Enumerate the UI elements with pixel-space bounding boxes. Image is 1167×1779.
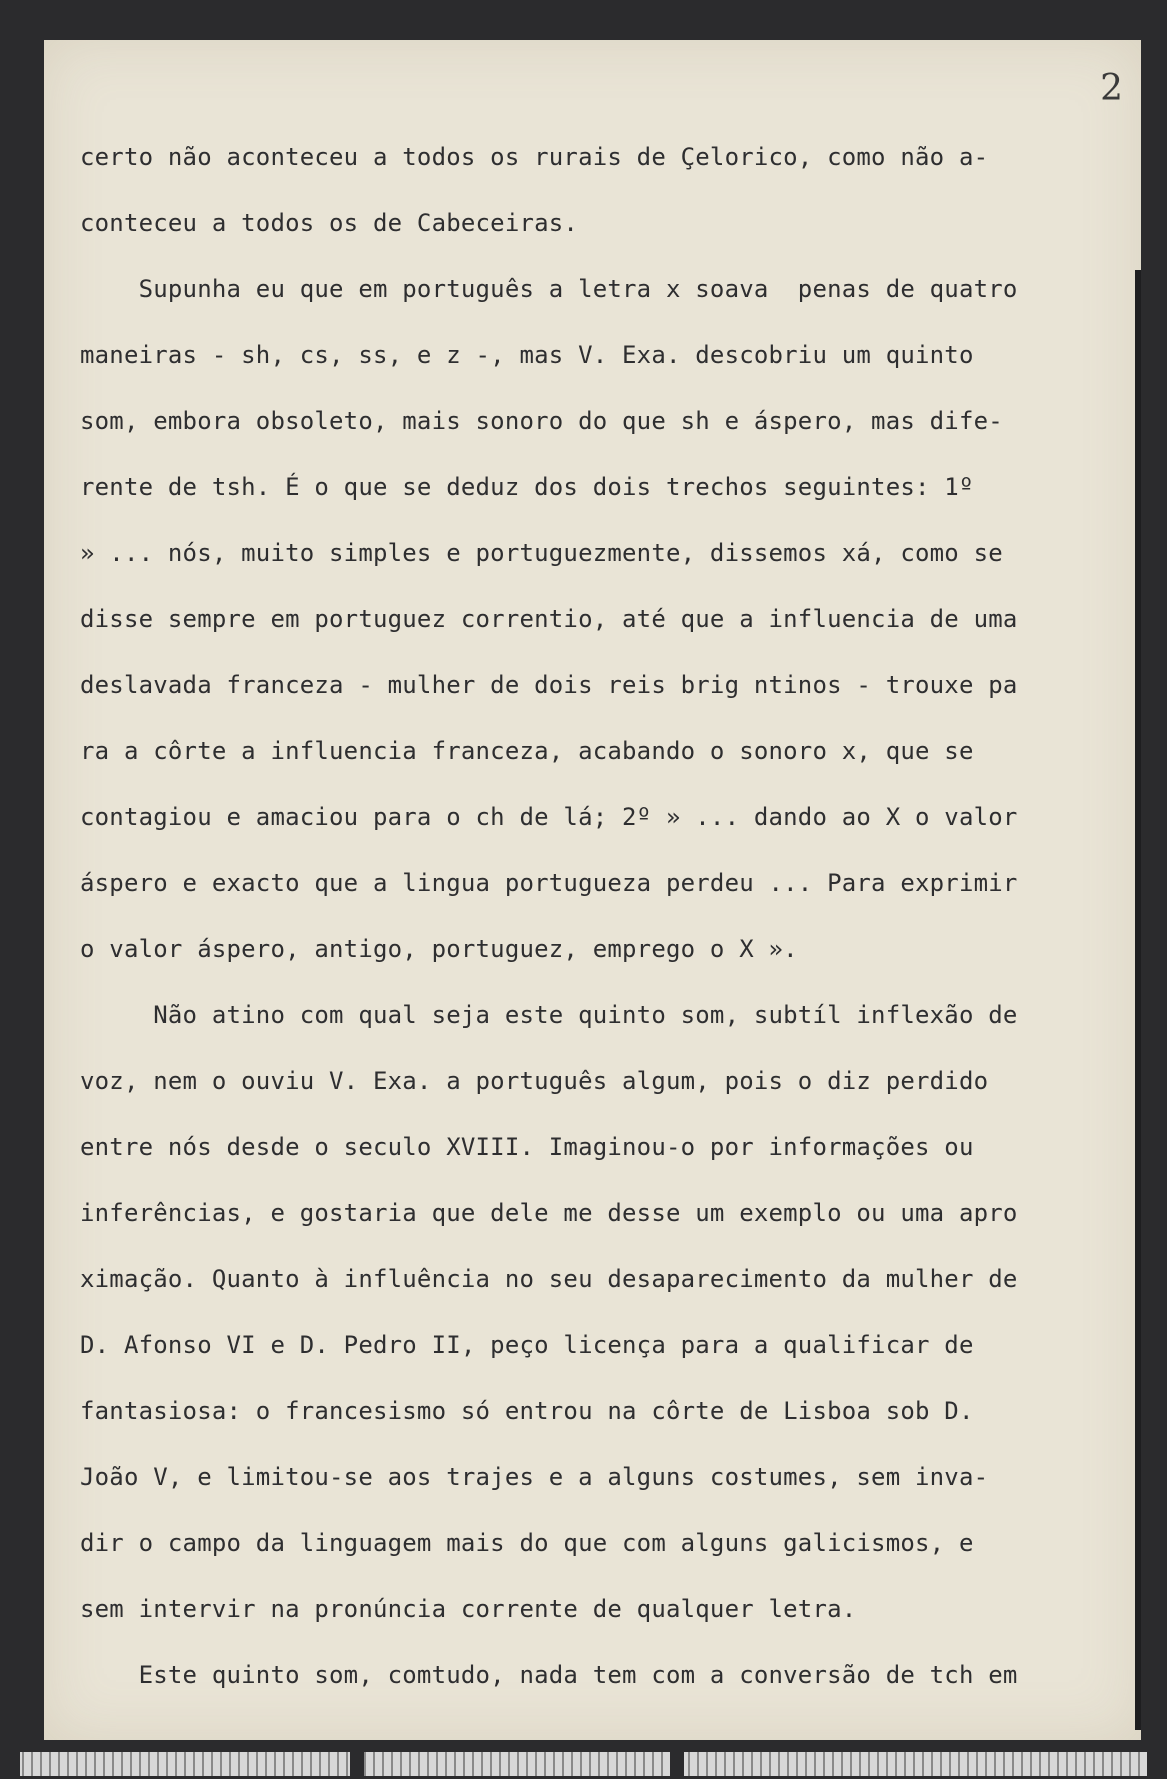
text-line: entre nós desde o seculo XVIII. Imaginou-o por informações ou bbox=[80, 1133, 974, 1161]
text-line: Supunha eu que em português a letra x soava penas de quatro bbox=[80, 275, 1018, 303]
text-line: conteceu a todos os de Cabeceiras. bbox=[80, 209, 579, 237]
text-line: Este quinto som, comtudo, nada tem com a conversão de tch em bbox=[80, 1661, 1018, 1689]
text-line: João V, e limitou-se aos trajes e a alguns costumes, sem inva- bbox=[80, 1463, 989, 1491]
text-line: D. Afonso VI e D. Pedro II, peço licença para a qualificar de bbox=[80, 1331, 974, 1359]
text-line: certo não aconteceu a todos os rurais de Çelorico, como não a- bbox=[80, 143, 989, 171]
text-line: contagiou e amaciou para o ch de lá; 2º » ... dando ao X o valor bbox=[80, 803, 1018, 831]
page-edge-shadow bbox=[1135, 270, 1141, 1730]
text-line: sem intervir na pronúncia corrente de qualquer letra. bbox=[80, 1595, 857, 1623]
text-line: disse sempre em portuguez correntio, até que a influencia de uma bbox=[80, 605, 1018, 633]
typewritten-page bbox=[44, 40, 1141, 1740]
ruler-gap bbox=[670, 1752, 684, 1776]
text-line: fantasiosa: o francesismo só entrou na côrte de Lisboa sob D. bbox=[80, 1397, 974, 1425]
text-line: ximação. Quanto à influência no seu desaparecimento da mulher de bbox=[80, 1265, 1018, 1293]
text-line: som, embora obsoleto, mais sonoro do que sh e áspero, mas dife- bbox=[80, 407, 1003, 435]
page-number: 2 bbox=[1100, 68, 1123, 109]
text-line: ra a côrte a influencia franceza, acabando o sonoro x, que se bbox=[80, 737, 974, 765]
scale-ruler bbox=[20, 1752, 1147, 1776]
text-line: voz, nem o ouviu V. Exa. a português algum, pois o diz perdido bbox=[80, 1067, 989, 1095]
text-line: maneiras - sh, cs, ss, e z -, mas V. Exa. descobriu um quinto bbox=[80, 341, 974, 369]
text-line: o valor áspero, antigo, portuguez, emprego o X ». bbox=[80, 935, 798, 963]
text-line: Não atino com qual seja este quinto som, subtíl inflexão de bbox=[80, 1001, 1018, 1029]
text-line: rente de tsh. É o que se deduz dos dois trechos seguintes: 1º bbox=[80, 473, 974, 501]
text-line: áspero e exacto que a lingua portugueza perdeu ... Para exprimir bbox=[80, 869, 1018, 897]
ruler-gap bbox=[350, 1752, 364, 1776]
text-line: deslavada franceza - mulher de dois reis brig ntinos - trouxe pa bbox=[80, 671, 1018, 699]
text-line: » ... nós, muito simples e portuguezmente, dissemos xá, como se bbox=[80, 539, 1003, 567]
letter-body bbox=[80, 124, 1130, 1708]
text-line: dir o campo da linguagem mais do que com alguns galicismos, e bbox=[80, 1529, 974, 1557]
text-line: inferências, e gostaria que dele me desse um exemplo ou uma apro bbox=[80, 1199, 1018, 1227]
